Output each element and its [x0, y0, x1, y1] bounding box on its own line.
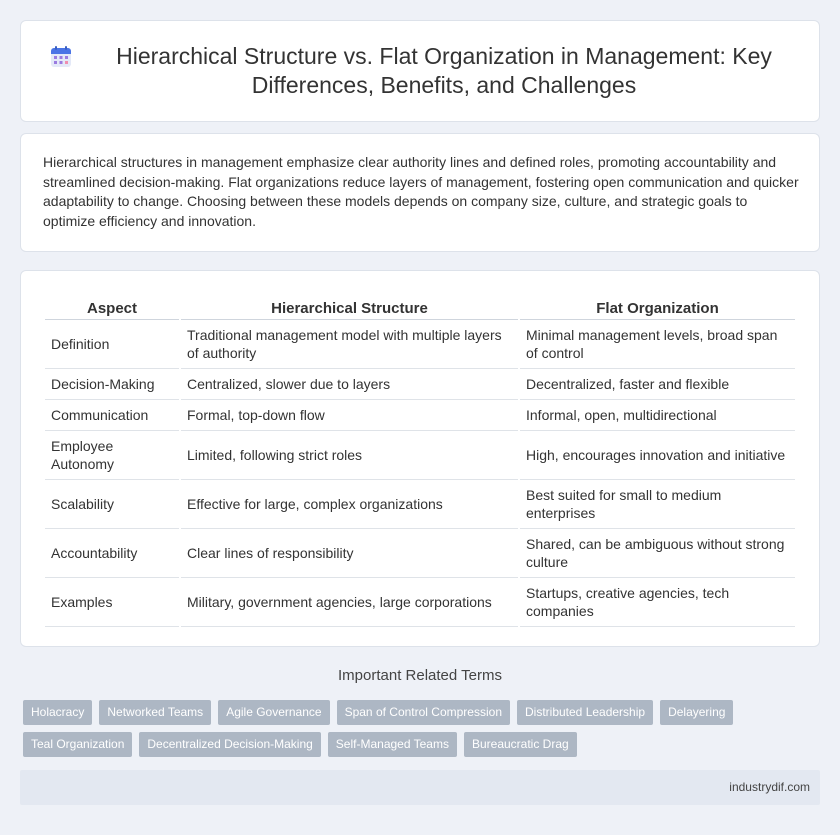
related-terms-title: Important Related Terms — [338, 667, 502, 684]
intro-paragraph: Hierarchical structures in management emphasize clear authority lines and defined roles, promoting accountability and streamlined decision-making. Flat organizations reduce layers of management, fostering open communication and quicker adaptability to change. Choosing between these models depends on company size, culture, and strategic goals to optimize efficiency and innovation. — [43, 154, 799, 229]
tag-row — [23, 732, 823, 757]
cell-hierarchical: Limited, following strict roles — [181, 431, 518, 480]
header-aspect: Aspect — [45, 295, 179, 320]
cell-flat: Minimal management levels, broad span of control — [520, 320, 795, 369]
cell-flat: High, encourages innovation and initiative — [520, 431, 795, 480]
calendar-icon — [50, 46, 72, 68]
cell-hierarchical: Centralized, slower due to layers — [181, 369, 518, 400]
tag-holacracy[interactable]: Holacracy — [23, 700, 92, 725]
cell-aspect: Decision-Making — [45, 369, 179, 400]
cell-flat: Best suited for small to medium enterprises — [520, 480, 795, 529]
tag-networked-teams[interactable]: Networked Teams — [99, 700, 211, 725]
comparison-card — [20, 270, 820, 647]
cell-aspect: Definition — [45, 320, 179, 369]
tag-self-managed-teams[interactable]: Self-Managed Teams — [328, 732, 457, 757]
tag-row — [23, 700, 823, 725]
cell-aspect: Employee Autonomy — [45, 431, 179, 480]
page-title: Hierarchical Structure vs. Flat Organization in Management: Key Differences, Benefits, and Challenges — [116, 43, 772, 98]
cell-hierarchical: Traditional management model with multiple layers of authority — [181, 320, 518, 369]
footer — [20, 770, 820, 805]
cell-hierarchical: Formal, top-down flow — [181, 400, 518, 431]
header-hierarchical: Hierarchical Structure — [181, 295, 518, 320]
tag-distributed-leadership[interactable]: Distributed Leadership — [517, 700, 653, 725]
cell-aspect: Scalability — [45, 480, 179, 529]
cell-flat: Shared, can be ambiguous without strong culture — [520, 529, 795, 578]
cell-flat: Startups, creative agencies, tech companies — [520, 578, 795, 627]
header-flat: Flat Organization — [520, 295, 795, 320]
tag-teal-organization[interactable]: Teal Organization — [23, 732, 132, 757]
table-row — [45, 529, 795, 578]
cell-aspect: Communication — [45, 400, 179, 431]
table-row — [45, 400, 795, 431]
footer-site[interactable]: industrydif.com — [729, 780, 810, 794]
comparison-table — [43, 295, 797, 627]
table-row — [45, 369, 795, 400]
intro-card — [20, 133, 820, 252]
cell-flat: Decentralized, faster and flexible — [520, 369, 795, 400]
tag-bureaucratic-drag[interactable]: Bureaucratic Drag — [464, 732, 577, 757]
table-header-row — [45, 295, 795, 320]
table-row — [45, 431, 795, 480]
cell-hierarchical: Military, government agencies, large corporations — [181, 578, 518, 627]
cell-hierarchical: Clear lines of responsibility — [181, 529, 518, 578]
table-row — [45, 480, 795, 529]
tag-delayering[interactable]: Delayering — [660, 700, 733, 725]
related-terms — [23, 700, 823, 764]
tag-agile-governance[interactable]: Agile Governance — [218, 700, 329, 725]
cell-flat: Informal, open, multidirectional — [520, 400, 795, 431]
tag-span-of-control-compression[interactable]: Span of Control Compression — [337, 700, 510, 725]
cell-aspect: Examples — [45, 578, 179, 627]
table-row — [45, 320, 795, 369]
table-row — [45, 578, 795, 627]
title-card — [20, 20, 820, 122]
title-wrap — [50, 42, 790, 100]
tag-decentralized-decision-making[interactable]: Decentralized Decision-Making — [139, 732, 320, 757]
cell-aspect: Accountability — [45, 529, 179, 578]
cell-hierarchical: Effective for large, complex organizations — [181, 480, 518, 529]
